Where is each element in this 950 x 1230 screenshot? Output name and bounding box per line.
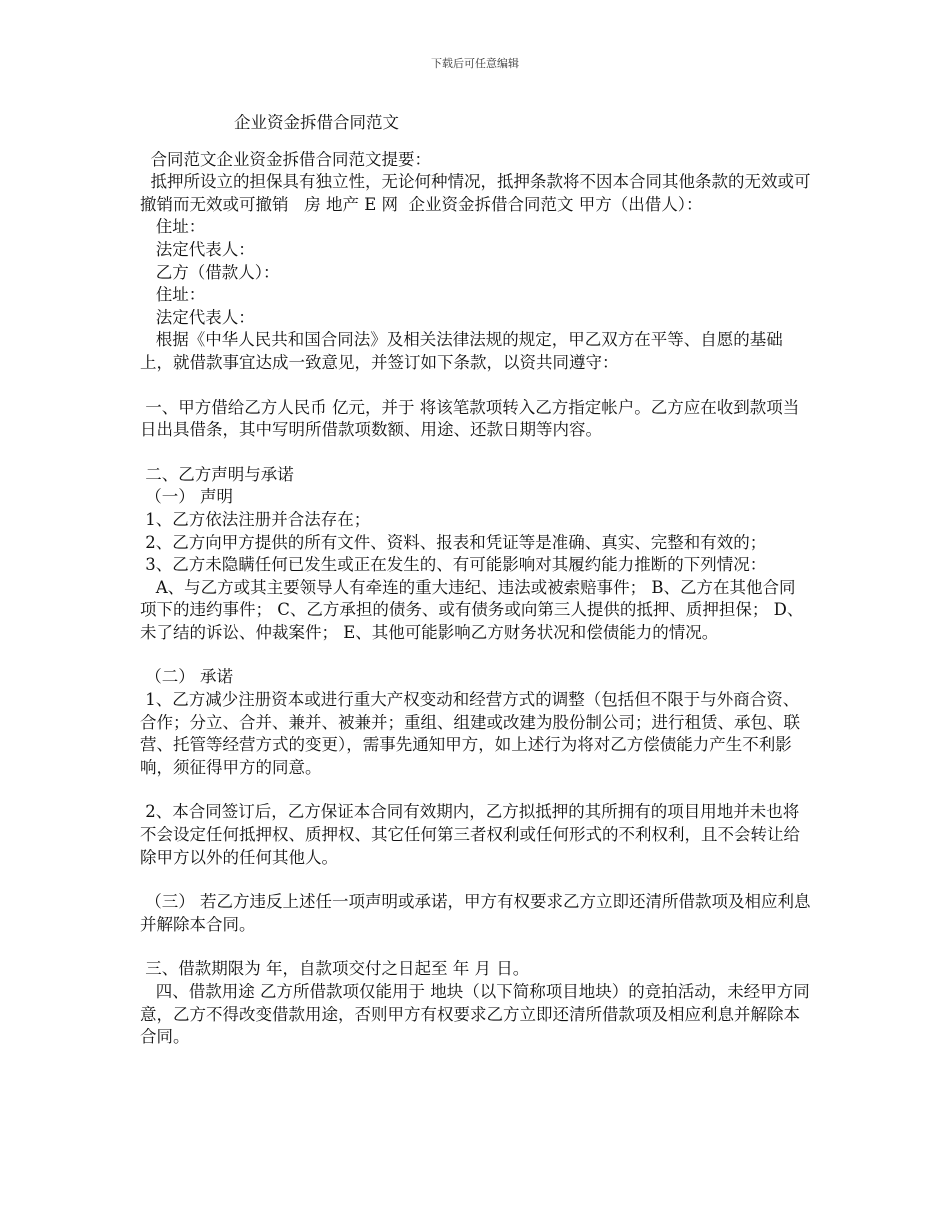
document-body (140, 112, 812, 1049)
paragraph-spacer (140, 375, 812, 397)
paragraph: 二、乙方声明与承诺 (140, 464, 294, 484)
paragraph: （三） 若乙方违反上述任一项声明或承诺，甲方有权要求乙方立即还清所借款项及相应利息并解除本合同。 (140, 892, 811, 934)
paragraph: 1、乙方减少注册资本或进行重大产权变动和经营方式的调整（包括但不限于与外商合资、合作；分立、合并、兼并、被兼并；重组、组建或改建为股份制公司；进行租赁、承包、联营、托管等经营方式的变更），需事先通知甲方，如上述行为将对乙方偿债能力产生不利影响，须征得甲方的同意。 (140, 690, 800, 777)
paragraph: （二） 承诺 (140, 667, 233, 687)
paragraph: 住址： (140, 285, 206, 305)
paragraph: A、与乙方或其主要领导人有牵连的重大违纪、违法或被索赔事件； B、乙方在其他合同项下的违约事件； C、乙方承担的债务、或有债务或向第三人提供的抵押、质押担保； D、未了结的诉讼、仲裁案件； E、其他可能影响乙方财务状况和偿债能力的情况。 (140, 577, 804, 642)
paragraph: 法定代表人： (140, 239, 255, 259)
paragraph: 1、乙方依法注册并合法存在； (140, 509, 371, 529)
paragraph: 2、乙方向甲方提供的所有文件、资料、报表和凭证等是准确、真实、完整和有效的； (140, 532, 767, 552)
document-title: 企业资金拆借合同范文 (234, 113, 399, 132)
paragraph-spacer (140, 779, 812, 801)
paragraph: 一、甲方借给乙方人民币 亿元，并于 将该笔款项转入乙方指定帐户。乙方应在收到款项当日出具借条，其中写明所借款项数额、用途、还款日期等内容。 (140, 397, 800, 440)
page-header: 下载后可任意编辑 (431, 57, 519, 70)
paragraph: 3、乙方未隐瞒任何已发生或正在发生的、有可能影响对其履约能力推断的下列情况： (140, 555, 767, 575)
paragraph: 合同范文企业资金拆借合同范文提要： (140, 149, 431, 169)
paragraph: （一） 声明 (140, 487, 233, 507)
paragraph: 2、本合同签订后，乙方保证本合同有效期内，乙方拟抵押的其所拥有的项目用地并未也将不会设定任何抵押权、质押权、其它任何第三者权利或任何形式的不利权利，且不会转让给除甲方以外的任何其他人。 (140, 802, 800, 867)
paragraph: 法定代表人： (140, 307, 255, 327)
paragraph: 根据《中华人民共和国合同法》及相关法律法规的规定，甲乙双方在平等、自愿的基础上，就借款事宜达成一致意见，并签订如下条款，以资共同遵守： (140, 330, 783, 372)
paragraph: 住址： (140, 217, 206, 237)
paragraph-spacer (140, 644, 812, 666)
paragraph: 三、借款期限为 年，自款项交付之日起至 年 月 日。 (140, 959, 530, 979)
paragraph-spacer (140, 869, 812, 891)
paragraph: 乙方（借款人）： (140, 262, 280, 282)
paragraph-spacer (140, 936, 812, 958)
paragraph: 四、借款用途 乙方所借款项仅能用于 地块（以下简称项目地块）的竞拍活动，未经甲方同意，乙方不得改变借款用途，否则甲方有权要求乙方立即还清所借款项及相应利息并解除本合同。 (140, 982, 810, 1047)
paragraph-list (140, 149, 812, 1049)
paragraph: 抵押所设立的担保具有独立性，无论何种情况，抵押条款将不因本合同其他条款的无效或可撤销而无效或可撤销 房 地产 E 网 企业资金拆借合同范文 甲方（出借人）： (140, 172, 811, 214)
paragraph-spacer (140, 442, 812, 464)
